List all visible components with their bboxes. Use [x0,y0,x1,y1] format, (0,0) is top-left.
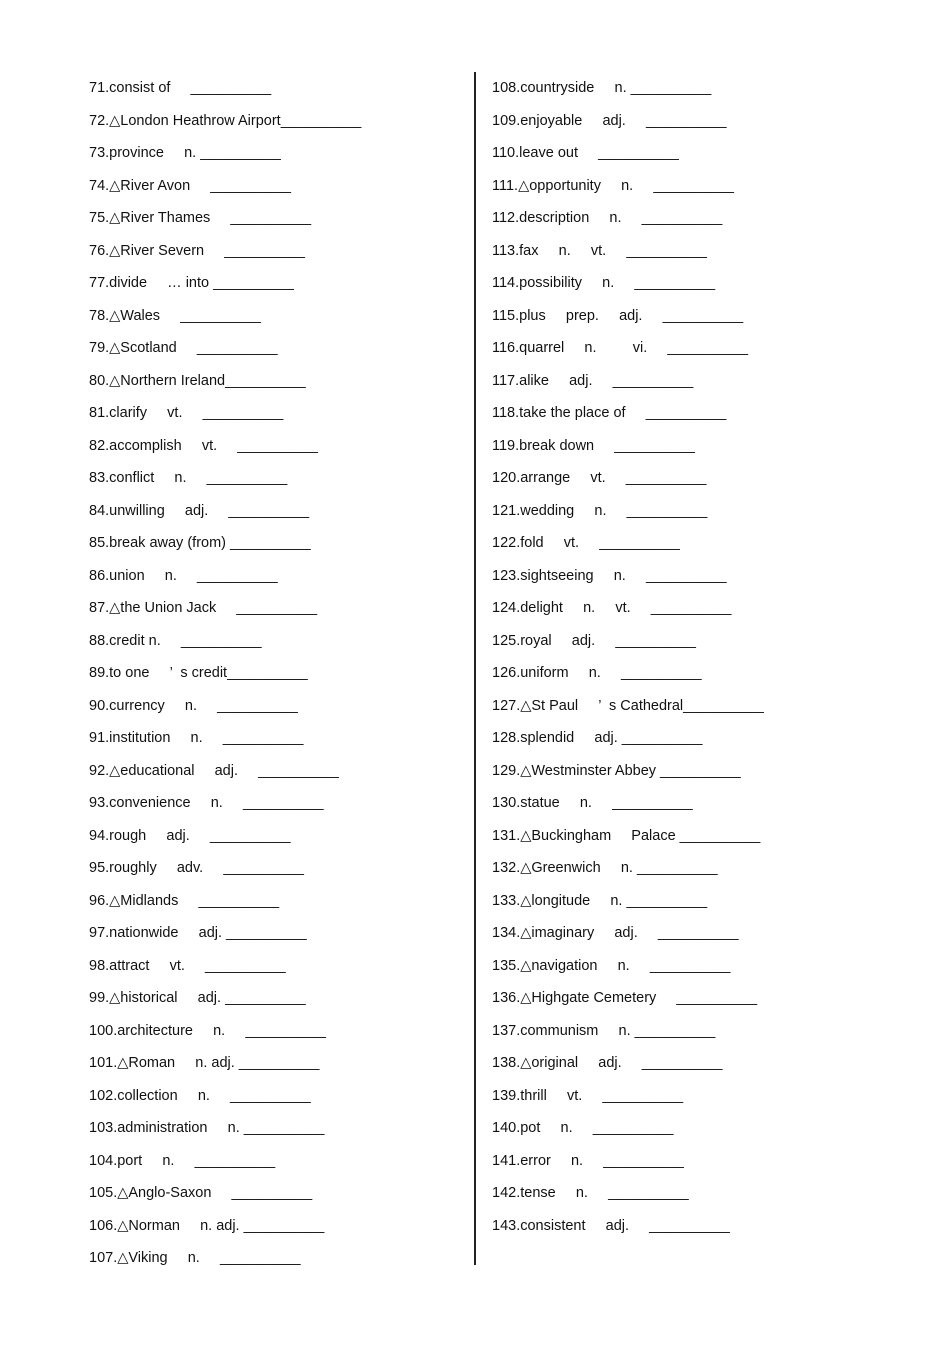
vocab-entry: 122.fold vt. __________ [492,535,680,551]
vocab-entry: 107.△Viking n. __________ [89,1250,301,1266]
vocab-entry: 119.break down __________ [492,437,695,454]
vocab-entry: 124.delight n. vt. __________ [492,600,732,616]
vocab-entry: 120.arrange vt. __________ [492,470,707,486]
vocab-entry: 140.pot n. __________ [492,1120,674,1136]
vocab-entry: 88.credit n. __________ [89,632,262,649]
vocab-entry: 113.fax n. vt. __________ [492,242,707,259]
vocab-entry: 96.△Midlands __________ [89,892,280,909]
vocab-entry: 102.collection n. __________ [89,1087,311,1104]
vocab-entry: 100.architecture n. __________ [89,1022,326,1039]
vocab-entry: 81.clarify vt. __________ [89,405,284,421]
vocab-entry: 97.nationwide adj. __________ [89,925,307,941]
vocab-entry: 143.consistent adj. __________ [492,1217,730,1234]
vocab-entry: 126.uniform n. __________ [492,665,702,681]
vocab-entry: 104.port n. __________ [89,1152,276,1169]
vocab-entry: 89.to one ’ s credit__________ [89,665,308,681]
vocab-entry: 115.plus prep. adj. __________ [492,307,744,324]
vocab-entry: 71.consist of __________ [89,80,272,96]
vocab-entry: 128.splendid adj. __________ [492,730,703,746]
vocab-entry: 74.△River Avon __________ [89,177,291,194]
vocab-entry: 79.△Scotland __________ [89,340,278,356]
vocab-entry: 99.△historical adj. __________ [89,990,306,1006]
column-divider [474,72,476,1265]
vocab-entry: 117.alike adj. __________ [492,372,694,389]
vocab-entry: 132.△Greenwich n. __________ [492,860,718,876]
vocab-entry: 75.△River Thames __________ [89,210,312,226]
vocab-entry: 116.quarrel n. vi. __________ [492,340,749,356]
vocab-entry: 78.△Wales __________ [89,307,261,324]
vocab-entry: 108.countryside n. __________ [492,80,712,96]
vocab-entry: 77.divide … into __________ [89,275,294,291]
vocab-entry: 118.take the place of __________ [492,405,727,421]
vocab-entry: 112.description n. __________ [492,210,723,226]
vocab-entry: 123.sightseeing n. __________ [492,567,727,584]
vocab-entry: 95.roughly adv. __________ [89,860,304,876]
vocab-entry: 105.△Anglo-Saxon __________ [89,1185,313,1201]
left-column [89,77,469,1280]
vocab-entry: 109.enjoyable adj. __________ [492,112,727,129]
vocab-entry: 129.△Westminster Abbey __________ [492,762,741,779]
vocab-entry: 83.conflict n. __________ [89,470,288,486]
vocab-entry: 110.leave out __________ [492,145,679,161]
vocab-entry: 133.△longitude n. __________ [492,892,708,909]
vocab-entry: 90.currency n. __________ [89,697,298,714]
vocab-entry: 80.△Northern Ireland__________ [89,372,306,389]
vocab-entry: 98.attract vt. __________ [89,957,286,974]
vocab-entry: 139.thrill vt. __________ [492,1087,684,1104]
vocab-entry: 137.communism n. __________ [492,1022,716,1039]
vocab-entry: 106.△Norman n. adj. __________ [89,1217,325,1234]
vocab-entry: 135.△navigation n. __________ [492,957,731,974]
vocab-entry: 142.tense n. __________ [492,1185,689,1201]
vocab-entry: 82.accomplish vt. __________ [89,437,318,454]
right-column [492,77,912,1247]
vocab-entry: 134.△imaginary adj. __________ [492,925,739,941]
vocab-entry: 121.wedding n. __________ [492,502,708,519]
vocab-entry: 125.royal adj. __________ [492,632,696,649]
vocab-entry: 85.break away (from) __________ [89,535,311,551]
vocab-entry: 127.△St Paul ’ s Cathedral__________ [492,697,764,714]
vocab-entry: 73.province n. __________ [89,145,281,161]
vocab-entry: 141.error n. __________ [492,1152,684,1169]
vocab-entry: 94.rough adj. __________ [89,827,291,844]
vocab-entry: 130.statue n. __________ [492,795,693,811]
vocab-entry: 86.union n. __________ [89,567,278,584]
vocab-entry: 101.△Roman n. adj. __________ [89,1055,320,1071]
vocab-entry: 76.△River Severn __________ [89,242,305,259]
vocab-entry: 91.institution n. __________ [89,730,304,746]
vocab-entry: 131.△Buckingham Palace __________ [492,827,761,844]
vocab-entry: 103.administration n. __________ [89,1120,325,1136]
vocab-entry: 114.possibility n. __________ [492,275,716,291]
vocab-entry: 93.convenience n. __________ [89,795,324,811]
vocab-entry: 138.△original adj. __________ [492,1055,723,1071]
vocab-entry: 72.△London Heathrow Airport__________ [89,112,362,129]
vocab-entry: 92.△educational adj. __________ [89,762,339,779]
vocab-entry: 136.△Highgate Cemetery __________ [492,990,758,1006]
vocab-entry: 87.△the Union Jack __________ [89,600,318,616]
vocab-entry: 111.△opportunity n. __________ [492,177,734,194]
vocab-entry: 84.unwilling adj. __________ [89,502,310,519]
